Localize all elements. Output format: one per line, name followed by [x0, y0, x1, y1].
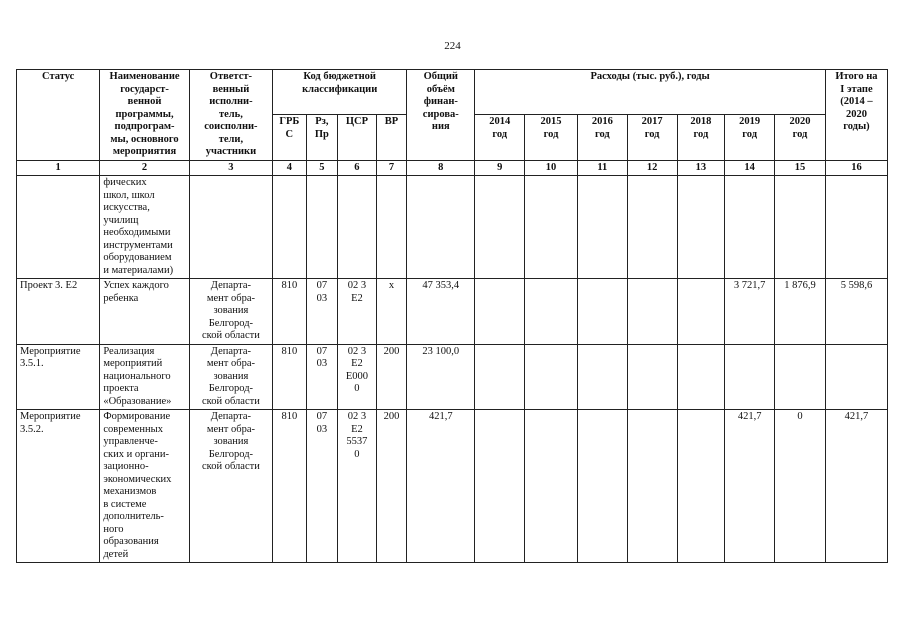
header-stage-total: Итого на I этапе (2014 – 2020 годы): [825, 70, 887, 161]
column-number: 8: [407, 160, 475, 176]
cell-name: фических школ, школ искусства, училищ необходимыми инструментами оборудованием и материалами): [100, 176, 189, 279]
cell-rzpr: [306, 176, 338, 279]
cell-stage-total: [825, 344, 887, 410]
cell-2019: [725, 176, 775, 279]
budget-table: [16, 69, 888, 563]
cell-csr: 02 3 Е2: [338, 279, 377, 345]
column-number: 10: [525, 160, 578, 176]
cell-2017: [627, 279, 677, 345]
cell-total: [407, 176, 475, 279]
column-number: 3: [189, 160, 272, 176]
cell-vr: [376, 176, 407, 279]
cell-2014: [475, 176, 525, 279]
cell-name: Реализация мероприятий национального проекта «Образование»: [100, 344, 189, 410]
column-number: 12: [627, 160, 677, 176]
cell-2014: [475, 344, 525, 410]
header-grbs: ГРБ С: [273, 115, 307, 160]
column-number: 4: [273, 160, 307, 176]
page-number: 224: [444, 40, 461, 52]
cell-responsible: [189, 176, 272, 279]
cell-responsible: Департа- мент обра- зования Белгород- ской области: [189, 279, 272, 345]
header-year: 2019 год: [725, 115, 775, 160]
cell-grbs: 810: [273, 410, 307, 563]
column-number: 9: [475, 160, 525, 176]
table-row: [17, 176, 888, 279]
header-year: 2020 год: [775, 115, 826, 160]
cell-vr: 200: [376, 344, 407, 410]
header-vr: ВР: [376, 115, 407, 160]
cell-stage-total: 421,7: [825, 410, 887, 563]
table-row: [17, 344, 888, 410]
cell-responsible: Департа- мент обра- зования Белгород- ской области: [189, 410, 272, 563]
column-number: 6: [338, 160, 377, 176]
cell-2017: [627, 410, 677, 563]
cell-2019: 3 721,7: [725, 279, 775, 345]
header-year: 2016 год: [577, 115, 627, 160]
cell-2015: [525, 176, 578, 279]
cell-2020: 1 876,9: [775, 279, 826, 345]
cell-vr: 200: [376, 410, 407, 563]
cell-stage-total: [825, 176, 887, 279]
header-total-volume: Общий объём финан- сирова- ния: [407, 70, 475, 161]
cell-2016: [577, 344, 627, 410]
cell-rzpr: 07 03: [306, 410, 338, 563]
cell-2015: [525, 279, 578, 345]
column-number: 15: [775, 160, 826, 176]
cell-csr: [338, 176, 377, 279]
cell-grbs: [273, 176, 307, 279]
column-number: 1: [17, 160, 100, 176]
cell-total: 23 100,0: [407, 344, 475, 410]
header-rzpr: Рз, Пр: [306, 115, 338, 160]
cell-status: Проект 3. Е2: [17, 279, 100, 345]
cell-2017: [627, 176, 677, 279]
cell-total: 421,7: [407, 410, 475, 563]
cell-name: Формирование современных управленче- ских и органи- зационно- экономических механизмов в системе дополнитель- ного образования детей: [100, 410, 189, 563]
cell-total: 47 353,4: [407, 279, 475, 345]
cell-2020: [775, 344, 826, 410]
cell-2020: [775, 176, 826, 279]
header-csr: ЦСР: [338, 115, 377, 160]
column-number-row: [17, 160, 888, 176]
header-name: Наименование государст- венной программы, подпрограм- мы, основного мероприятия: [100, 70, 189, 161]
cell-2019: [725, 344, 775, 410]
cell-status: Мероприятие 3.5.2.: [17, 410, 100, 563]
cell-2018: [677, 344, 725, 410]
table-row: [17, 279, 888, 345]
cell-rzpr: 07 03: [306, 279, 338, 345]
cell-csr: 02 3 Е2 5537 0: [338, 410, 377, 563]
cell-stage-total: 5 598,6: [825, 279, 887, 345]
header-year: 2017 год: [627, 115, 677, 160]
cell-2014: [475, 410, 525, 563]
cell-status: Мероприятие 3.5.1.: [17, 344, 100, 410]
cell-2018: [677, 176, 725, 279]
cell-name: Успех каждого ребенка: [100, 279, 189, 345]
header-status: Статус: [17, 70, 100, 161]
cell-2016: [577, 279, 627, 345]
column-number: 16: [825, 160, 887, 176]
column-number: 14: [725, 160, 775, 176]
cell-2018: [677, 410, 725, 563]
table-row: [17, 410, 888, 563]
column-number: 2: [100, 160, 189, 176]
cell-rzpr: 07 03: [306, 344, 338, 410]
cell-grbs: 810: [273, 344, 307, 410]
cell-2019: 421,7: [725, 410, 775, 563]
column-number: 7: [376, 160, 407, 176]
cell-responsible: Департа- мент обра- зования Белгород- ской области: [189, 344, 272, 410]
header-year: 2015 год: [525, 115, 578, 160]
cell-status: [17, 176, 100, 279]
cell-2018: [677, 279, 725, 345]
cell-2015: [525, 344, 578, 410]
header-year: 2018 год: [677, 115, 725, 160]
cell-2016: [577, 176, 627, 279]
cell-2017: [627, 344, 677, 410]
cell-2020: 0: [775, 410, 826, 563]
header-expenses: Расходы (тыс. руб.), годы: [475, 70, 826, 115]
column-number: 5: [306, 160, 338, 176]
cell-csr: 02 3 Е2 Е000 0: [338, 344, 377, 410]
header-budget-code: Код бюджетной классификации: [273, 70, 407, 115]
header-responsible: Ответст- венный исполни- тель, соисполни- тели, участники: [189, 70, 272, 161]
column-number: 13: [677, 160, 725, 176]
cell-grbs: 810: [273, 279, 307, 345]
cell-2015: [525, 410, 578, 563]
cell-2014: [475, 279, 525, 345]
header-year: 2014 год: [475, 115, 525, 160]
cell-vr: х: [376, 279, 407, 345]
column-number: 11: [577, 160, 627, 176]
cell-2016: [577, 410, 627, 563]
header-row-1: [17, 70, 888, 115]
